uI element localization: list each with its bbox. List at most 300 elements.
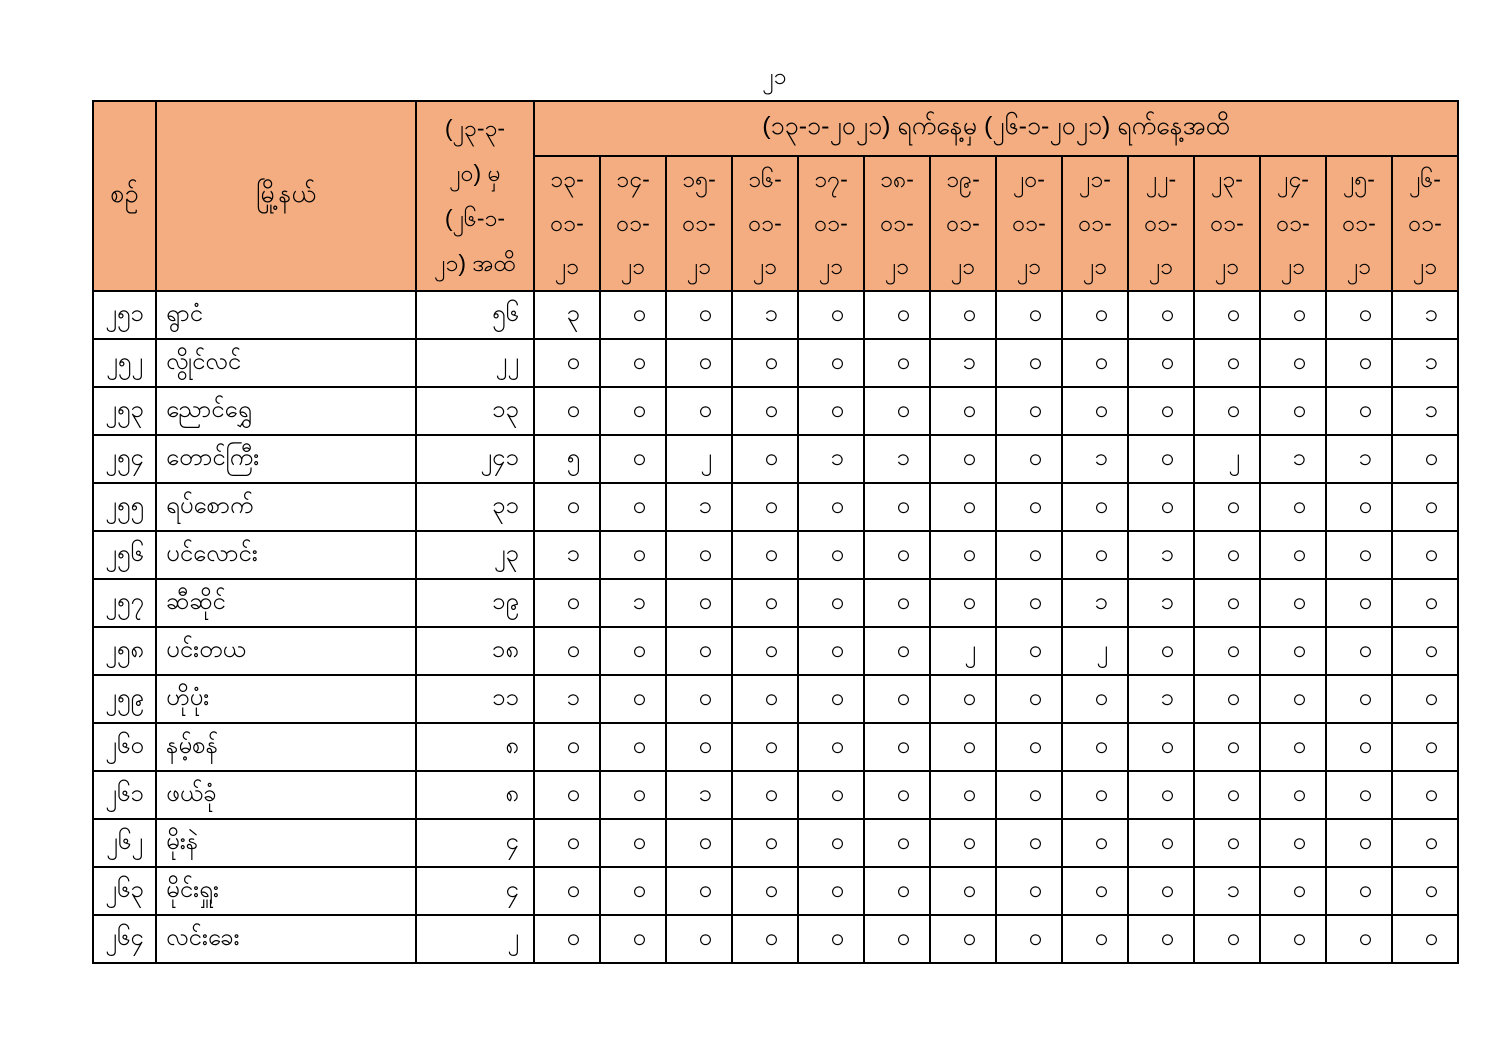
period-total-cell: ၂ <box>416 915 534 963</box>
daily-count-cell: ၀ <box>732 483 798 531</box>
header-date-line: ၂၁ <box>1082 253 1108 280</box>
header-date-cell <box>1326 156 1392 291</box>
daily-count-cell: ၀ <box>600 675 666 723</box>
header-date-line: ၂၁ <box>1148 253 1174 280</box>
period-total-cell: ၂၄၁ <box>416 435 534 483</box>
table-row <box>93 387 1458 435</box>
daily-count-cell: ၁ <box>798 435 864 483</box>
daily-count-cell: ၀ <box>600 435 666 483</box>
township-cell: လင်းခေး <box>156 915 416 963</box>
daily-count-cell: ၀ <box>1392 771 1458 819</box>
serial-cell: ၂၅၅ <box>93 483 156 531</box>
daily-count-cell: ၀ <box>798 531 864 579</box>
daily-count-cell: ၀ <box>996 915 1062 963</box>
header-date-line: ၁၃- <box>550 165 584 192</box>
serial-cell: ၂၅၃ <box>93 387 156 435</box>
daily-count-cell: ၀ <box>666 915 732 963</box>
daily-count-cell: ၀ <box>996 867 1062 915</box>
daily-count-cell: ၀ <box>1392 723 1458 771</box>
daily-count-cell: ၀ <box>1326 531 1392 579</box>
daily-count-cell: ၁ <box>1062 579 1128 627</box>
daily-count-cell: ၀ <box>666 387 732 435</box>
header-date-line: ၂၁ <box>818 253 844 280</box>
daily-count-cell: ၀ <box>600 723 666 771</box>
table-row <box>93 915 1458 963</box>
daily-count-cell: ၀ <box>1128 291 1194 339</box>
serial-cell: ၂၅၈ <box>93 627 156 675</box>
daily-count-cell: ၀ <box>798 675 864 723</box>
daily-count-cell: ၀ <box>930 771 996 819</box>
table-row <box>93 531 1458 579</box>
daily-count-cell: ၀ <box>1260 387 1326 435</box>
daily-count-cell: ၀ <box>1326 771 1392 819</box>
period-total-cell: ၅၆ <box>416 291 534 339</box>
daily-count-cell: ၁ <box>534 675 600 723</box>
period-total-cell: ၂၃ <box>416 531 534 579</box>
table-body <box>93 291 1458 963</box>
header-date-line: ၁၅- <box>682 165 716 192</box>
daily-count-cell: ၀ <box>1062 771 1128 819</box>
daily-count-cell: ၀ <box>1392 531 1458 579</box>
township-cell: ညောင်ရွှေ <box>156 387 416 435</box>
header-period-total <box>416 101 534 291</box>
table-row <box>93 291 1458 339</box>
header-date-cell <box>996 156 1062 291</box>
township-cell: နမ့်စန် <box>156 723 416 771</box>
daily-count-cell: ၀ <box>600 483 666 531</box>
daily-count-cell: ၀ <box>864 339 930 387</box>
daily-count-cell: ၀ <box>798 579 864 627</box>
daily-count-cell: ၀ <box>930 867 996 915</box>
daily-count-cell: ၁ <box>1128 531 1194 579</box>
daily-count-cell: ၀ <box>1392 627 1458 675</box>
daily-count-cell: ၁ <box>534 531 600 579</box>
header-period-line: ၂၁) အထိ <box>434 249 516 276</box>
header-date-line: ၁၇- <box>814 165 848 192</box>
header-date-line: ၀၁- <box>550 209 584 236</box>
daily-count-cell: ၀ <box>666 579 732 627</box>
daily-count-cell: ၁ <box>732 291 798 339</box>
daily-count-cell: ၀ <box>930 675 996 723</box>
daily-count-cell: ၂ <box>1062 627 1128 675</box>
daily-count-cell: ၀ <box>1260 723 1326 771</box>
table-row <box>93 675 1458 723</box>
daily-count-cell: ၀ <box>930 531 996 579</box>
daily-count-cell: ၀ <box>1128 915 1194 963</box>
daily-count-cell: ၀ <box>732 771 798 819</box>
header-date-line: ၂၁ <box>884 253 910 280</box>
header-date-cell <box>798 156 864 291</box>
daily-count-cell: ၁ <box>864 435 930 483</box>
daily-count-cell: ၀ <box>534 867 600 915</box>
township-cell: ပင်လောင်း <box>156 531 416 579</box>
daily-count-cell: ၀ <box>996 723 1062 771</box>
period-total-cell: ၁၁ <box>416 675 534 723</box>
header-date-line: ၀၁- <box>748 209 782 236</box>
header-date-line: ၂၄- <box>1277 165 1309 192</box>
daily-count-cell: ၀ <box>666 291 732 339</box>
daily-count-cell: ၀ <box>798 723 864 771</box>
daily-count-cell: ၀ <box>1392 435 1458 483</box>
serial-cell: ၂၆၂ <box>93 819 156 867</box>
daily-count-cell: ၀ <box>732 915 798 963</box>
header-period-line: ၂၀) မှ <box>449 160 501 187</box>
header-date-line: ၂၅- <box>1343 165 1375 192</box>
daily-count-cell: ၀ <box>1062 483 1128 531</box>
daily-count-cell: ၀ <box>930 579 996 627</box>
header-date-line: ၀၁- <box>880 209 914 236</box>
header-date-line: ၂၁ <box>620 253 646 280</box>
header-period-line: (၂၃-၃- <box>444 115 506 142</box>
daily-count-cell: ၀ <box>864 387 930 435</box>
daily-count-cell: ၀ <box>1194 483 1260 531</box>
daily-count-cell: ၀ <box>1326 483 1392 531</box>
header-date-line: ၀၁- <box>1144 209 1178 236</box>
header-date-line: ၁၉- <box>946 165 980 192</box>
daily-count-cell: ၀ <box>534 483 600 531</box>
daily-count-cell: ၀ <box>1326 723 1392 771</box>
header-date-line: ၁၄- <box>616 165 650 192</box>
daily-count-cell: ၀ <box>600 627 666 675</box>
daily-count-cell: ၀ <box>1128 339 1194 387</box>
header-date-line: ၀၁- <box>1210 209 1244 236</box>
header-date-line: ၀၁- <box>1012 209 1046 236</box>
daily-count-cell: ၀ <box>1128 771 1194 819</box>
daily-count-cell: ၀ <box>1326 819 1392 867</box>
daily-count-cell: ၀ <box>1392 675 1458 723</box>
header-date-cell <box>1128 156 1194 291</box>
serial-cell: ၂၅၄ <box>93 435 156 483</box>
daily-count-cell: ၀ <box>996 291 1062 339</box>
daily-count-cell: ၀ <box>1392 867 1458 915</box>
daily-count-cell: ၀ <box>1326 339 1392 387</box>
daily-count-cell: ၀ <box>930 387 996 435</box>
header-date-cell <box>1062 156 1128 291</box>
daily-count-cell: ၀ <box>1128 387 1194 435</box>
daily-count-cell: ၀ <box>864 579 930 627</box>
daily-count-cell: ၀ <box>798 387 864 435</box>
daily-count-cell: ၀ <box>1392 819 1458 867</box>
daily-count-cell: ၀ <box>732 435 798 483</box>
period-total-cell: ၃၁ <box>416 483 534 531</box>
period-total-cell: ၁၈ <box>416 627 534 675</box>
daily-count-cell: ၁ <box>930 339 996 387</box>
serial-cell: ၂၆၄ <box>93 915 156 963</box>
header-date-line: ၂၁ <box>752 253 778 280</box>
header-date-line: ၀၁- <box>946 209 980 236</box>
daily-count-cell: ၀ <box>798 915 864 963</box>
daily-count-cell: ၀ <box>864 771 930 819</box>
serial-cell: ၂၆၁ <box>93 771 156 819</box>
daily-count-cell: ၀ <box>1326 627 1392 675</box>
header-period-line: (၂၆-၁- <box>444 205 506 231</box>
period-total-cell: ၈ <box>416 723 534 771</box>
daily-count-cell: ၁ <box>666 483 732 531</box>
serial-cell: ၂၅၁ <box>93 291 156 339</box>
table-row <box>93 723 1458 771</box>
daily-count-cell: ၀ <box>534 771 600 819</box>
header-date-line: ၂၁- <box>1079 165 1111 192</box>
daily-count-cell: ၀ <box>1260 339 1326 387</box>
township-cell: ရပ်စောက် <box>156 483 416 531</box>
header-date-cell <box>864 156 930 291</box>
table-row <box>93 627 1458 675</box>
daily-count-cell: ၀ <box>1194 387 1260 435</box>
table-row <box>93 867 1458 915</box>
daily-count-cell: ၀ <box>996 579 1062 627</box>
daily-count-cell: ၁ <box>1392 339 1458 387</box>
header-date-line: ၀၁- <box>682 209 716 236</box>
daily-count-cell: ၀ <box>600 291 666 339</box>
header-date-line: ၂၁ <box>554 253 580 280</box>
daily-count-cell: ၀ <box>1062 675 1128 723</box>
daily-count-cell: ၀ <box>798 771 864 819</box>
daily-count-cell: ၀ <box>1062 387 1128 435</box>
header-date-cell <box>534 156 600 291</box>
period-total-cell: ၂၂ <box>416 339 534 387</box>
daily-count-cell: ၀ <box>732 867 798 915</box>
daily-count-cell: ၀ <box>666 867 732 915</box>
daily-count-cell: ၀ <box>1326 867 1392 915</box>
daily-count-cell: ၀ <box>864 915 930 963</box>
daily-count-cell: ၀ <box>930 435 996 483</box>
daily-count-cell: ၁ <box>1194 867 1260 915</box>
daily-count-cell: ၀ <box>864 867 930 915</box>
daily-count-cell: ၁ <box>1392 387 1458 435</box>
daily-count-cell: ၀ <box>864 723 930 771</box>
daily-count-cell: ၀ <box>1194 819 1260 867</box>
table-row <box>93 819 1458 867</box>
daily-count-cell: ၀ <box>1062 291 1128 339</box>
daily-count-cell: ၀ <box>732 531 798 579</box>
township-cell: ဟိုပုံး <box>156 675 416 723</box>
table-row <box>93 339 1458 387</box>
daily-count-cell: ၀ <box>798 819 864 867</box>
daily-count-cell: ၀ <box>1194 675 1260 723</box>
header-date-line: ၂၃- <box>1211 165 1243 192</box>
period-total-cell: ၄ <box>416 867 534 915</box>
header-date-line: ၂၁ <box>686 253 712 280</box>
daily-count-cell: ၀ <box>534 387 600 435</box>
daily-count-cell: ၀ <box>930 723 996 771</box>
serial-cell: ၂၅၂ <box>93 339 156 387</box>
daily-count-cell: ၀ <box>732 339 798 387</box>
daily-count-cell: ၀ <box>1260 483 1326 531</box>
header-date-line: ၂၁ <box>1016 253 1042 280</box>
daily-count-cell: ၀ <box>732 627 798 675</box>
daily-count-cell: ၀ <box>1260 531 1326 579</box>
daily-count-cell: ၀ <box>1194 339 1260 387</box>
header-date-cell <box>1260 156 1326 291</box>
daily-count-cell: ၀ <box>600 819 666 867</box>
daily-count-cell: ၀ <box>996 819 1062 867</box>
daily-count-cell: ၀ <box>1194 291 1260 339</box>
daily-count-cell: ၀ <box>996 627 1062 675</box>
header-date-line: ၀၁- <box>616 209 650 236</box>
daily-count-cell: ၀ <box>1392 483 1458 531</box>
township-cell: မိုင်းရှူး <box>156 867 416 915</box>
header-date-cell <box>930 156 996 291</box>
daily-count-cell: ၀ <box>996 675 1062 723</box>
daily-count-cell: ၀ <box>996 435 1062 483</box>
daily-count-cell: ၀ <box>1260 291 1326 339</box>
daily-count-cell: ၅ <box>534 435 600 483</box>
daily-count-cell: ၀ <box>534 579 600 627</box>
daily-count-cell: ၀ <box>1260 579 1326 627</box>
daily-count-cell: ၀ <box>666 819 732 867</box>
daily-count-cell: ၁ <box>666 771 732 819</box>
daily-count-cell: ၀ <box>1260 771 1326 819</box>
daily-count-cell: ၀ <box>534 627 600 675</box>
header-date-line: ၂၂- <box>1145 165 1177 192</box>
header-date-line: ၁၆- <box>748 165 782 192</box>
daily-count-cell: ၀ <box>666 675 732 723</box>
serial-cell: ၂၅၇ <box>93 579 156 627</box>
daily-count-cell: ၀ <box>1062 531 1128 579</box>
header-serial: စဉ် <box>93 101 156 291</box>
daily-count-cell: ၁ <box>1128 579 1194 627</box>
daily-count-cell: ၀ <box>666 339 732 387</box>
township-cell: ပင်းတယ <box>156 627 416 675</box>
header-date-cell <box>600 156 666 291</box>
daily-count-cell: ၀ <box>1260 867 1326 915</box>
header-date-cell <box>1392 156 1458 291</box>
header-date-line: ၀၁- <box>1078 209 1112 236</box>
township-cell: ဖယ်ခုံ <box>156 771 416 819</box>
daily-count-cell: ၀ <box>1128 867 1194 915</box>
daily-count-cell: ၀ <box>798 867 864 915</box>
daily-count-cell: ၀ <box>1260 675 1326 723</box>
daily-count-cell: ၁ <box>600 579 666 627</box>
daily-count-cell: ၀ <box>1326 291 1392 339</box>
table-row <box>93 579 1458 627</box>
serial-cell: ၂၆၀ <box>93 723 156 771</box>
daily-count-cell: ၀ <box>864 531 930 579</box>
table-row <box>93 483 1458 531</box>
daily-count-cell: ၀ <box>732 723 798 771</box>
township-cell: လွိုင်လင် <box>156 339 416 387</box>
daily-count-cell: ၀ <box>930 915 996 963</box>
daily-count-cell: ၀ <box>1392 579 1458 627</box>
daily-count-cell: ၀ <box>798 339 864 387</box>
period-total-cell: ၈ <box>416 771 534 819</box>
daily-count-cell: ၀ <box>1326 387 1392 435</box>
header-date-line: ၂၁ <box>950 253 976 280</box>
daily-count-cell: ၀ <box>732 675 798 723</box>
daily-count-cell: ၀ <box>1392 915 1458 963</box>
period-total-cell: ၁၃ <box>416 387 534 435</box>
township-cell: တောင်ကြီး <box>156 435 416 483</box>
daily-count-cell: ၀ <box>666 723 732 771</box>
period-total-cell: ၄ <box>416 819 534 867</box>
township-cell: ဆီဆိုင် <box>156 579 416 627</box>
table-header <box>93 101 1458 291</box>
daily-count-cell: ၃ <box>534 291 600 339</box>
header-date-line: ၂၀- <box>1013 165 1045 192</box>
daily-count-cell: ၀ <box>996 771 1062 819</box>
daily-count-cell: ၀ <box>600 867 666 915</box>
header-date-line: ၀၁- <box>1342 209 1376 236</box>
header-date-cell <box>1194 156 1260 291</box>
township-case-table <box>92 100 1459 964</box>
daily-count-cell: ၀ <box>996 483 1062 531</box>
daily-count-cell: ၁ <box>1128 675 1194 723</box>
daily-count-cell: ၀ <box>1326 579 1392 627</box>
daily-count-cell: ၀ <box>534 819 600 867</box>
daily-count-cell: ၀ <box>1062 819 1128 867</box>
daily-count-cell: ၀ <box>1194 723 1260 771</box>
table-row <box>93 771 1458 819</box>
header-date-line: ၀၁- <box>814 209 848 236</box>
header-date-line: ၂၁ <box>1412 253 1438 280</box>
header-date-line: ၂၆- <box>1409 165 1441 192</box>
daily-count-cell: ၀ <box>1062 723 1128 771</box>
daily-count-cell: ၀ <box>864 675 930 723</box>
daily-count-cell: ၀ <box>798 291 864 339</box>
daily-count-cell: ၁ <box>1326 435 1392 483</box>
daily-count-cell: ၀ <box>996 339 1062 387</box>
daily-count-cell: ၀ <box>996 387 1062 435</box>
daily-count-cell: ၀ <box>996 531 1062 579</box>
daily-count-cell: ၀ <box>732 579 798 627</box>
daily-count-cell: ၀ <box>798 483 864 531</box>
daily-count-cell: ၀ <box>1128 483 1194 531</box>
daily-count-cell: ၀ <box>1260 915 1326 963</box>
daily-count-cell: ၀ <box>600 387 666 435</box>
daily-count-cell: ၂ <box>930 627 996 675</box>
daily-count-cell: ၀ <box>930 819 996 867</box>
daily-count-cell: ၀ <box>600 771 666 819</box>
daily-count-cell: ၀ <box>732 387 798 435</box>
page-number: ၂၁ <box>762 63 787 89</box>
daily-count-cell: ၀ <box>534 339 600 387</box>
period-total-cell: ၁၉ <box>416 579 534 627</box>
daily-count-cell: ၀ <box>1128 819 1194 867</box>
header-date-range: (၁၃-၁-၂၀၂၁) ရက်နေ့မှ (၂၆-၁-၂၀၂၁) ရက်နေ့အထိ <box>534 101 1458 156</box>
daily-count-cell: ၀ <box>930 483 996 531</box>
table-row <box>93 435 1458 483</box>
header-date-line: ၂၁ <box>1280 253 1306 280</box>
township-cell: ရွာငံ <box>156 291 416 339</box>
daily-count-cell: ၀ <box>1326 675 1392 723</box>
daily-count-cell: ၀ <box>798 627 864 675</box>
daily-count-cell: ၀ <box>1260 819 1326 867</box>
daily-count-cell: ၀ <box>1128 435 1194 483</box>
daily-count-cell: ၀ <box>1194 915 1260 963</box>
daily-count-cell: ၀ <box>600 339 666 387</box>
daily-count-cell: ၀ <box>1128 627 1194 675</box>
daily-count-cell: ၁ <box>1062 435 1128 483</box>
daily-count-cell: ၀ <box>1326 915 1392 963</box>
daily-count-cell: ၀ <box>1194 579 1260 627</box>
daily-count-cell: ၀ <box>864 483 930 531</box>
daily-count-cell: ၁ <box>1260 435 1326 483</box>
daily-count-cell: ၀ <box>600 531 666 579</box>
daily-count-cell: ၀ <box>1062 915 1128 963</box>
daily-count-cell: ၀ <box>666 627 732 675</box>
daily-count-cell: ၀ <box>864 291 930 339</box>
serial-cell: ၂၅၆ <box>93 531 156 579</box>
daily-count-cell: ၀ <box>1260 627 1326 675</box>
daily-count-cell: ၀ <box>864 819 930 867</box>
header-date-line: ၀၁- <box>1408 209 1442 236</box>
daily-count-cell: ၀ <box>930 291 996 339</box>
daily-count-cell: ၂ <box>1194 435 1260 483</box>
serial-cell: ၂၅၉ <box>93 675 156 723</box>
daily-count-cell: ၀ <box>1128 723 1194 771</box>
header-date-cell <box>732 156 798 291</box>
daily-count-cell: ၀ <box>534 723 600 771</box>
